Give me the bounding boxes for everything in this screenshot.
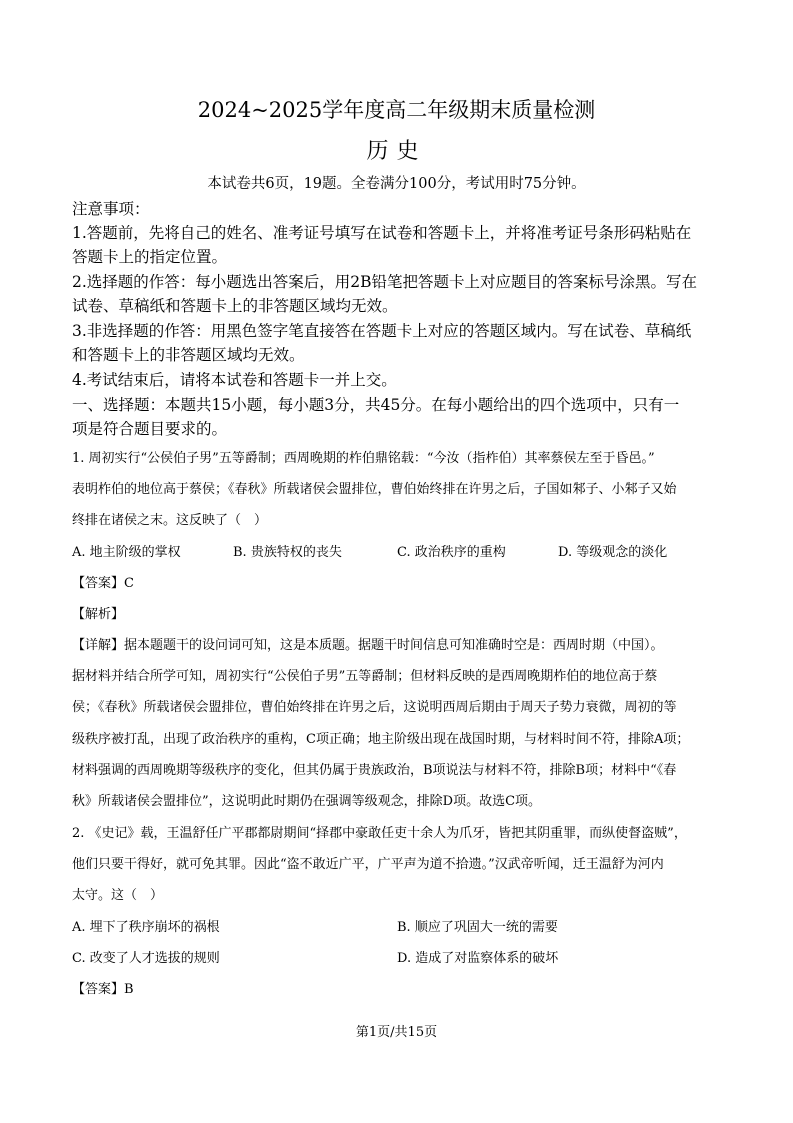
- q1-analysis-label: 【解析】: [72, 607, 125, 622]
- section-heading: 一、选择题：本题共15小题，每小题3分，共45分。在每小题给出的四个选项中，只有一: [72, 396, 680, 414]
- q2-option-c: C. 改变了人才选拔的规则: [72, 951, 220, 966]
- q1-answer: 【答案】C: [72, 576, 134, 591]
- q1-option-d: D. 等级观念的淡化: [558, 545, 668, 560]
- exam-info: 本试卷共6页，19题。全卷满分100分，考试用时75分钟。: [207, 176, 586, 192]
- q1-detail: 级秩序被打乱，出现了政治秩序的重构，C项正确；地主阶级出现在战国时期，与材料时间不符，排除A项；: [72, 732, 690, 747]
- notice-line: 1.答题前，先将自己的姓名、准考证号填写在试卷和答题卡上，并将准考证号条形码粘贴在: [72, 224, 692, 242]
- q1-detail: 材料强调的西周晚期等级秩序的变化，但其仍属于贵族政治，B项说法与材料不符，排除B项；材料中“《春: [72, 763, 677, 778]
- notice-line: 3.非选择题的作答：用黑色签字笔直接答在答题卡上对应的答题区域内。写在试卷、草稿纸: [72, 322, 692, 340]
- q1-stem: 表明柞伯的地位高于蔡侯；《春秋》所载诸侯会盟排位，曹伯始终排在许男之后，子国如邾子、小邾子又始: [72, 482, 677, 497]
- q2-stem: 太守。这（ ）: [72, 888, 164, 903]
- notice-heading: 注意事项：: [72, 200, 150, 218]
- q2-stem: 2. 《史记》载，王温舒任广平郡都尉期间“择郡中豪敢任吏十余人为爪牙，皆把其阴重罪，而纵使督盗贼”，: [72, 826, 687, 841]
- notice-line: 2.选择题的作答：每小题选出答案后，用2B铅笔把答题卡上对应题目的答案标号涂黑。写在: [72, 273, 698, 291]
- notice-line: 和答题卡上的非答题区域均无效。: [72, 346, 305, 364]
- q1-stem: 终排在诸侯之末。这反映了（ ）: [72, 513, 268, 528]
- notice-line: 答题卡上的指定位置。: [72, 248, 228, 266]
- subject-title: 历史: [366, 139, 427, 164]
- notice-line: 试卷、草稿纸和答题卡上的非答题区域均无效。: [72, 297, 398, 315]
- q1-option-c: C. 政治秩序的重构: [397, 545, 506, 560]
- q1-detail: 秋》所载诸侯会盟排位”，这说明此时期仍在强调等级观念，排除D项。故选C项。: [72, 794, 542, 809]
- exam-title: 2024~2025学年度高二年级期末质量检测: [197, 98, 596, 122]
- q1-detail: 【详解】据本题题干的设问词可知，这是本质题。据题干时间信息可知准确时空是：西周时期（中国）。: [72, 638, 664, 653]
- q2-option-d: D. 造成了对监察体系的破坏: [397, 951, 559, 966]
- q1-stem: 1. 周初实行“公侯伯子男”五等爵制；西周晚期的柞伯鼎铭载：“今汝（指柞伯）其率蔡侯左至于昏邑。”: [72, 451, 655, 466]
- page-footer: 第1页/共15页: [355, 1025, 438, 1040]
- q2-answer: 【答案】B: [72, 982, 134, 997]
- q2-option-a: A. 埋下了秩序崩坏的祸根: [72, 920, 220, 935]
- q2-stem: 他们只要干得好，就可免其罪。因此“盗不敢近广平，广平声为道不拾遗。”汉武帝听闻，迁王温舒为河内: [72, 857, 664, 872]
- q1-option-b: B. 贵族特权的丧失: [233, 545, 342, 560]
- q1-detail: 侯；《春秋》所载诸侯会盟排位，曹伯始终排在许男之后，这说明西周后期由于周天子势力衰微，周初的等: [72, 700, 677, 715]
- q1-option-a: A. 地主阶级的掌权: [72, 545, 181, 560]
- q1-detail: 据材料并结合所学可知，周初实行“公侯伯子男”五等爵制；但材料反映的是西周晚期柞伯的地位高于蔡: [72, 669, 658, 684]
- notice-line: 4.考试结束后，请将本试卷和答题卡一并上交。: [72, 371, 397, 389]
- section-heading: 项是符合题目要求的。: [72, 420, 228, 438]
- q2-option-b: B. 顺应了巩固大一统的需要: [397, 920, 558, 935]
